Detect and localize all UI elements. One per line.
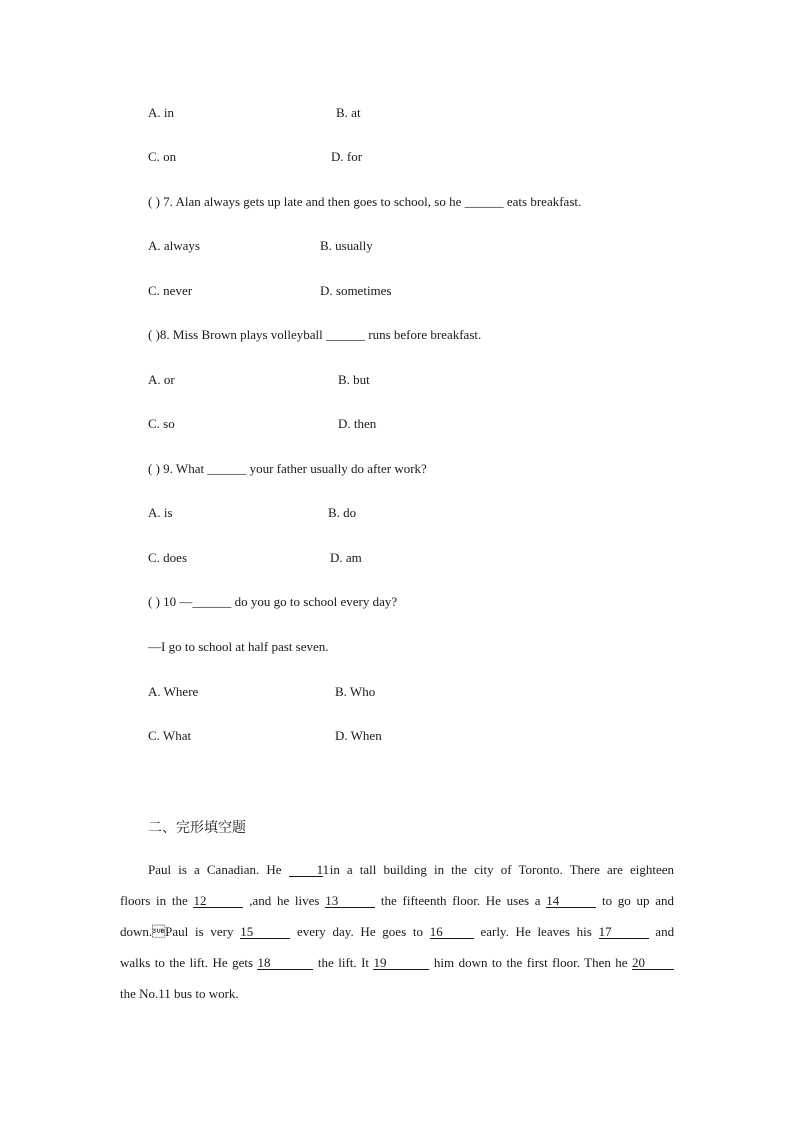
q10-option-c: C. What [148,728,192,743]
cloze-paragraph-line-4 [120,955,674,971]
cloze-text: early. He leaves his [480,924,592,939]
q8-option-b: B. but [338,372,370,387]
cloze-text: floors in the [120,893,188,908]
q10-option-b: B. Who [335,684,376,699]
cloze-text: every day. He goes to [296,924,423,939]
cloze-text: to go up and [601,893,675,908]
q10-option-d: D. When [335,728,382,743]
q6-option-b: B. at [336,105,361,120]
cloze-blank-11: 11 [289,862,323,877]
cloze-text: Paul is a Canadian. He [148,862,282,877]
q8-option-c: C. so [148,416,175,431]
cloze-blank-16: 16 [430,924,474,939]
q9-answer-blank: ______ [207,461,247,476]
q7-stem [148,194,581,210]
cloze-paragraph-line-1 [120,862,674,878]
q8-stem-end: runs before breakfast. [368,327,482,342]
section-title-cloze: 二、完形填空题 [148,820,246,836]
q8-option-a: A. or [148,372,175,387]
cloze-text: down.Paul is very [120,924,234,939]
q7-stem-end: eats breakfast. [506,194,582,209]
q8-answer-blank: ______ [326,327,366,342]
cloze-blank-13: 13 [325,893,375,908]
q8-option-d: D. then [338,416,377,431]
q6-option-d: D. for [331,149,363,164]
q7-stem-start: ( ) 7. Alan always gets up late and then goes to school, so he [148,194,462,209]
cloze-blank-19: 19 [373,955,429,970]
cloze-paragraph-line-3 [120,924,674,940]
q9-option-d: D. am [330,550,362,565]
q7-option-c: C. never [148,283,193,298]
q10-option-a: A. Where [148,684,199,699]
cloze-text: the fifteenth floor. He uses a [380,893,541,908]
cloze-blank-18: 18 [257,955,313,970]
q10-stem [148,594,397,610]
cloze-text: in a tall building in the city of Toronto. There are eighteen [329,862,674,877]
q8-stem-start: ( )8. Miss Brown plays volleyball [148,327,323,342]
cloze-paragraph-line-5: the No.11 bus to work. [120,986,239,1001]
q6-option-a: A. in [148,105,174,120]
cloze-blank-12: 12 [193,893,243,908]
q8-stem [148,327,481,343]
q10-stem-start: ( ) 10 — [148,594,193,609]
cloze-text: walks to the lift. He gets [120,955,254,970]
cloze-blank-15: 15 [240,924,290,939]
cloze-paragraph-line-2 [120,893,674,909]
q7-answer-blank: ______ [464,194,504,209]
cloze-text: him down to the first floor. Then he [433,955,628,970]
q10-answer-line: —I go to school at half past seven. [148,639,329,654]
q10-answer-blank: ______ [192,594,232,609]
q9-stem [148,461,427,477]
q9-stem-end: your father usually do after work? [249,461,427,476]
q9-stem-start: ( ) 9. What [148,461,205,476]
cloze-blank-14: 14 [546,893,596,908]
cloze-text: ,and he lives [249,893,320,908]
q7-option-a: A. always [148,238,200,253]
cloze-blank-17: 17 [599,924,649,939]
cloze-text: the lift. It [317,955,370,970]
cloze-text: and [655,924,675,939]
q9-option-b: B. do [328,505,357,520]
q9-option-a: A. is [148,505,173,520]
q9-option-c: C. does [148,550,187,565]
q6-option-c: C. on [148,149,177,164]
q7-option-d: D. sometimes [320,283,392,298]
q10-stem-end: do you go to school every day? [234,594,398,609]
q7-option-b: B. usually [320,238,373,253]
cloze-blank-20: 20 [632,955,674,970]
